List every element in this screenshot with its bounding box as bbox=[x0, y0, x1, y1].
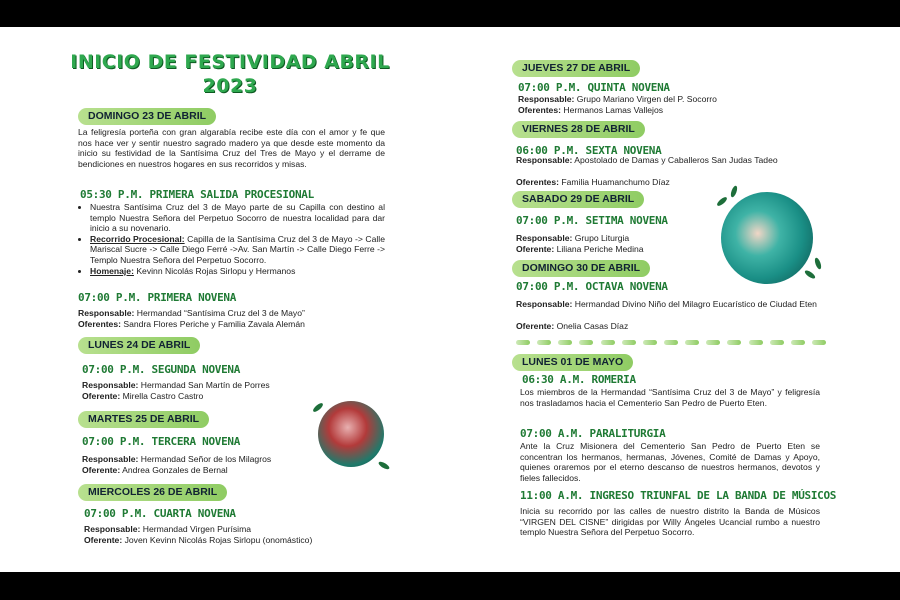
oferente-line: Oferente: Mirella Castro Castro bbox=[82, 391, 204, 401]
title-line-1: INICIO DE FESTIVIDAD ABRIL bbox=[70, 51, 390, 73]
leaf-decoration bbox=[378, 460, 391, 470]
ceremony-photo bbox=[721, 192, 813, 284]
day-pill-domingo-23: DOMINGO 23 DE ABRIL bbox=[78, 108, 216, 125]
responsable-line: Responsable: Hermandad San Martín de Porres bbox=[82, 380, 270, 390]
leaf-decoration bbox=[312, 402, 324, 414]
event-title: 06:30 A.M. ROMERIA bbox=[522, 373, 636, 386]
day-pill-lunes-01-mayo: LUNES 01 DE MAYO bbox=[512, 354, 633, 371]
bullet-item: • Nuestra Santísima Cruz del 3 de Mayo parte de su Capilla con destino al templo Nuestra Señora del Perpetuo Socorro de nuestra localidad para dar inicio a su novenario. bbox=[90, 202, 385, 234]
responsable-line: Responsable: Hermandad Señor de los Milagros bbox=[82, 454, 272, 464]
event-title: 07:00 P.M. QUINTA NOVENA bbox=[518, 81, 670, 94]
event-title: 05:30 P.M. PRIMERA SALIDA PROCESIONAL bbox=[80, 188, 314, 201]
day-pill-domingo-30: DOMINGO 30 DE ABRIL bbox=[512, 260, 650, 277]
oferente-line: Oferente: Andrea Gonzales de Bernal bbox=[82, 465, 228, 475]
event-title: 07:00 A.M. PARALITURGIA bbox=[520, 427, 666, 440]
oferente-line: Oferente: Onelia Casas Díaz bbox=[516, 321, 629, 331]
intro-text: La feligresía porteña con gran algarabía recibe este día con el amor y fe que nos hace ver y sentir nuestro sagrado madero ya que desde este momento da inicio su festividad de la Santísima Cruz del Tres de Mayo y el derrame de bendiciones en nuestros hogares en sus recorridos y misas. bbox=[78, 127, 385, 169]
event-bullets bbox=[78, 202, 385, 276]
event-title: 11:00 A.M. INGRESO TRIUNFAL DE LA BANDA DE MÚSICOS bbox=[520, 489, 837, 502]
day-pill-lunes-24: LUNES 24 DE ABRIL bbox=[78, 337, 200, 354]
title-line-2: 2023 bbox=[202, 75, 258, 97]
event-title: 07:00 P.M. CUARTA NOVENA bbox=[84, 507, 236, 520]
event-title: 07:00 P.M. SEGUNDA NOVENA bbox=[82, 363, 241, 376]
bullet-item: • Recorrido Procesional: Capilla de la Santísima Cruz del 3 de Mayo -> Calle Mariscal Sucre -> Calle Diego Ferré ->Av. San Martín -> Calle Diego Ferre -> Templo Nuestra Señora del Perpetuo Socorro. bbox=[90, 234, 385, 266]
day-pill-jueves-27: JUEVES 27 DE ABRIL bbox=[512, 60, 640, 77]
leaf-decoration bbox=[730, 185, 739, 198]
flyer-title bbox=[70, 50, 390, 98]
oferente-line: Oferente: Joven Kevinn Nicolás Rojas Sirlopu (onomástico) bbox=[84, 535, 313, 545]
oferente-line: Oferentes: Hermanos Lamas Vallejos bbox=[518, 105, 664, 115]
event-text: Inicia su recorrido por las calles de nuestro distrito la Banda de Músicos “VIRGEN DEL CISNE” dirigidas por Willy Ángeles Ucancial rumbo a nuestro templo Nuestra Señora del Perpetuo Socorro. bbox=[520, 506, 820, 538]
responsable-line: Responsable: Hermandad Divino Niño del Milagro Eucarístico de Ciudad Eten bbox=[516, 299, 817, 309]
event-title: 07:00 P.M. TERCERA NOVENA bbox=[82, 435, 241, 448]
event-title: 06:00 P.M. SEXTA NOVENA bbox=[516, 144, 662, 157]
responsable-line: Responsable: Apostolado de Damas y Caballeros San Judas Tadeo bbox=[516, 155, 778, 165]
responsable-line: Responsable: Grupo Mariano Virgen del P. Socorro bbox=[518, 94, 717, 104]
event-title: 07:00 P.M. PRIMERA NOVENA bbox=[78, 291, 237, 304]
day-pill-miercoles-26: MIERCOLES 26 DE ABRIL bbox=[78, 484, 227, 501]
leaf-decoration bbox=[716, 196, 728, 208]
responsable-line: Responsable: Hermandad Virgen Purísima bbox=[84, 524, 252, 534]
oferente-line: Oferente: Liliana Periche Medina bbox=[516, 244, 644, 254]
responsable-line: Responsable: Grupo Liturgia bbox=[516, 233, 630, 243]
procession-photo bbox=[318, 401, 384, 467]
bullet-item: • Homenaje: Kevinn Nicolás Rojas Sirlopu y Hermanos bbox=[90, 266, 385, 277]
day-pill-martes-25: MARTES 25 DE ABRIL bbox=[78, 411, 209, 428]
separator-chevrons bbox=[516, 340, 826, 346]
day-pill-viernes-28: VIERNES 28 DE ABRIL bbox=[512, 121, 645, 138]
oferente-line: Oferentes: Sandra Flores Periche y Familia Zavala Alemán bbox=[78, 319, 305, 329]
event-title: 07:00 P.M. SETIMA NOVENA bbox=[516, 214, 668, 227]
leaf-decoration bbox=[814, 257, 823, 270]
event-text: Ante la Cruz Misionera del Cementerio San Pedro de Puerto Eten se concentran los hermanos, hermanas, Jóvenes, Comité de Damas y Apoyo, quienes oraremos por el eterno descanso de nuestros hermanos, devotos y fieles fallecidos. bbox=[520, 441, 820, 483]
event-title: 07:00 P.M. OCTAVA NOVENA bbox=[516, 280, 668, 293]
oferente-line: Oferentes: Familia Huamanchumo Díaz bbox=[516, 177, 670, 187]
day-pill-sabado-29: SABADO 29 DE ABRIL bbox=[512, 191, 644, 208]
responsable-line: Responsable: Hermandad “Santísima Cruz del 3 de Mayo” bbox=[78, 308, 305, 318]
event-text: Los miembros de la Hermandad “Santísima Cruz del 3 de Mayo” y feligresía nos trasladamos hacia el Cementerio San Pedro de Puerto Eten. bbox=[520, 387, 820, 408]
leaf-decoration bbox=[804, 269, 817, 280]
festival-flyer bbox=[0, 27, 900, 572]
